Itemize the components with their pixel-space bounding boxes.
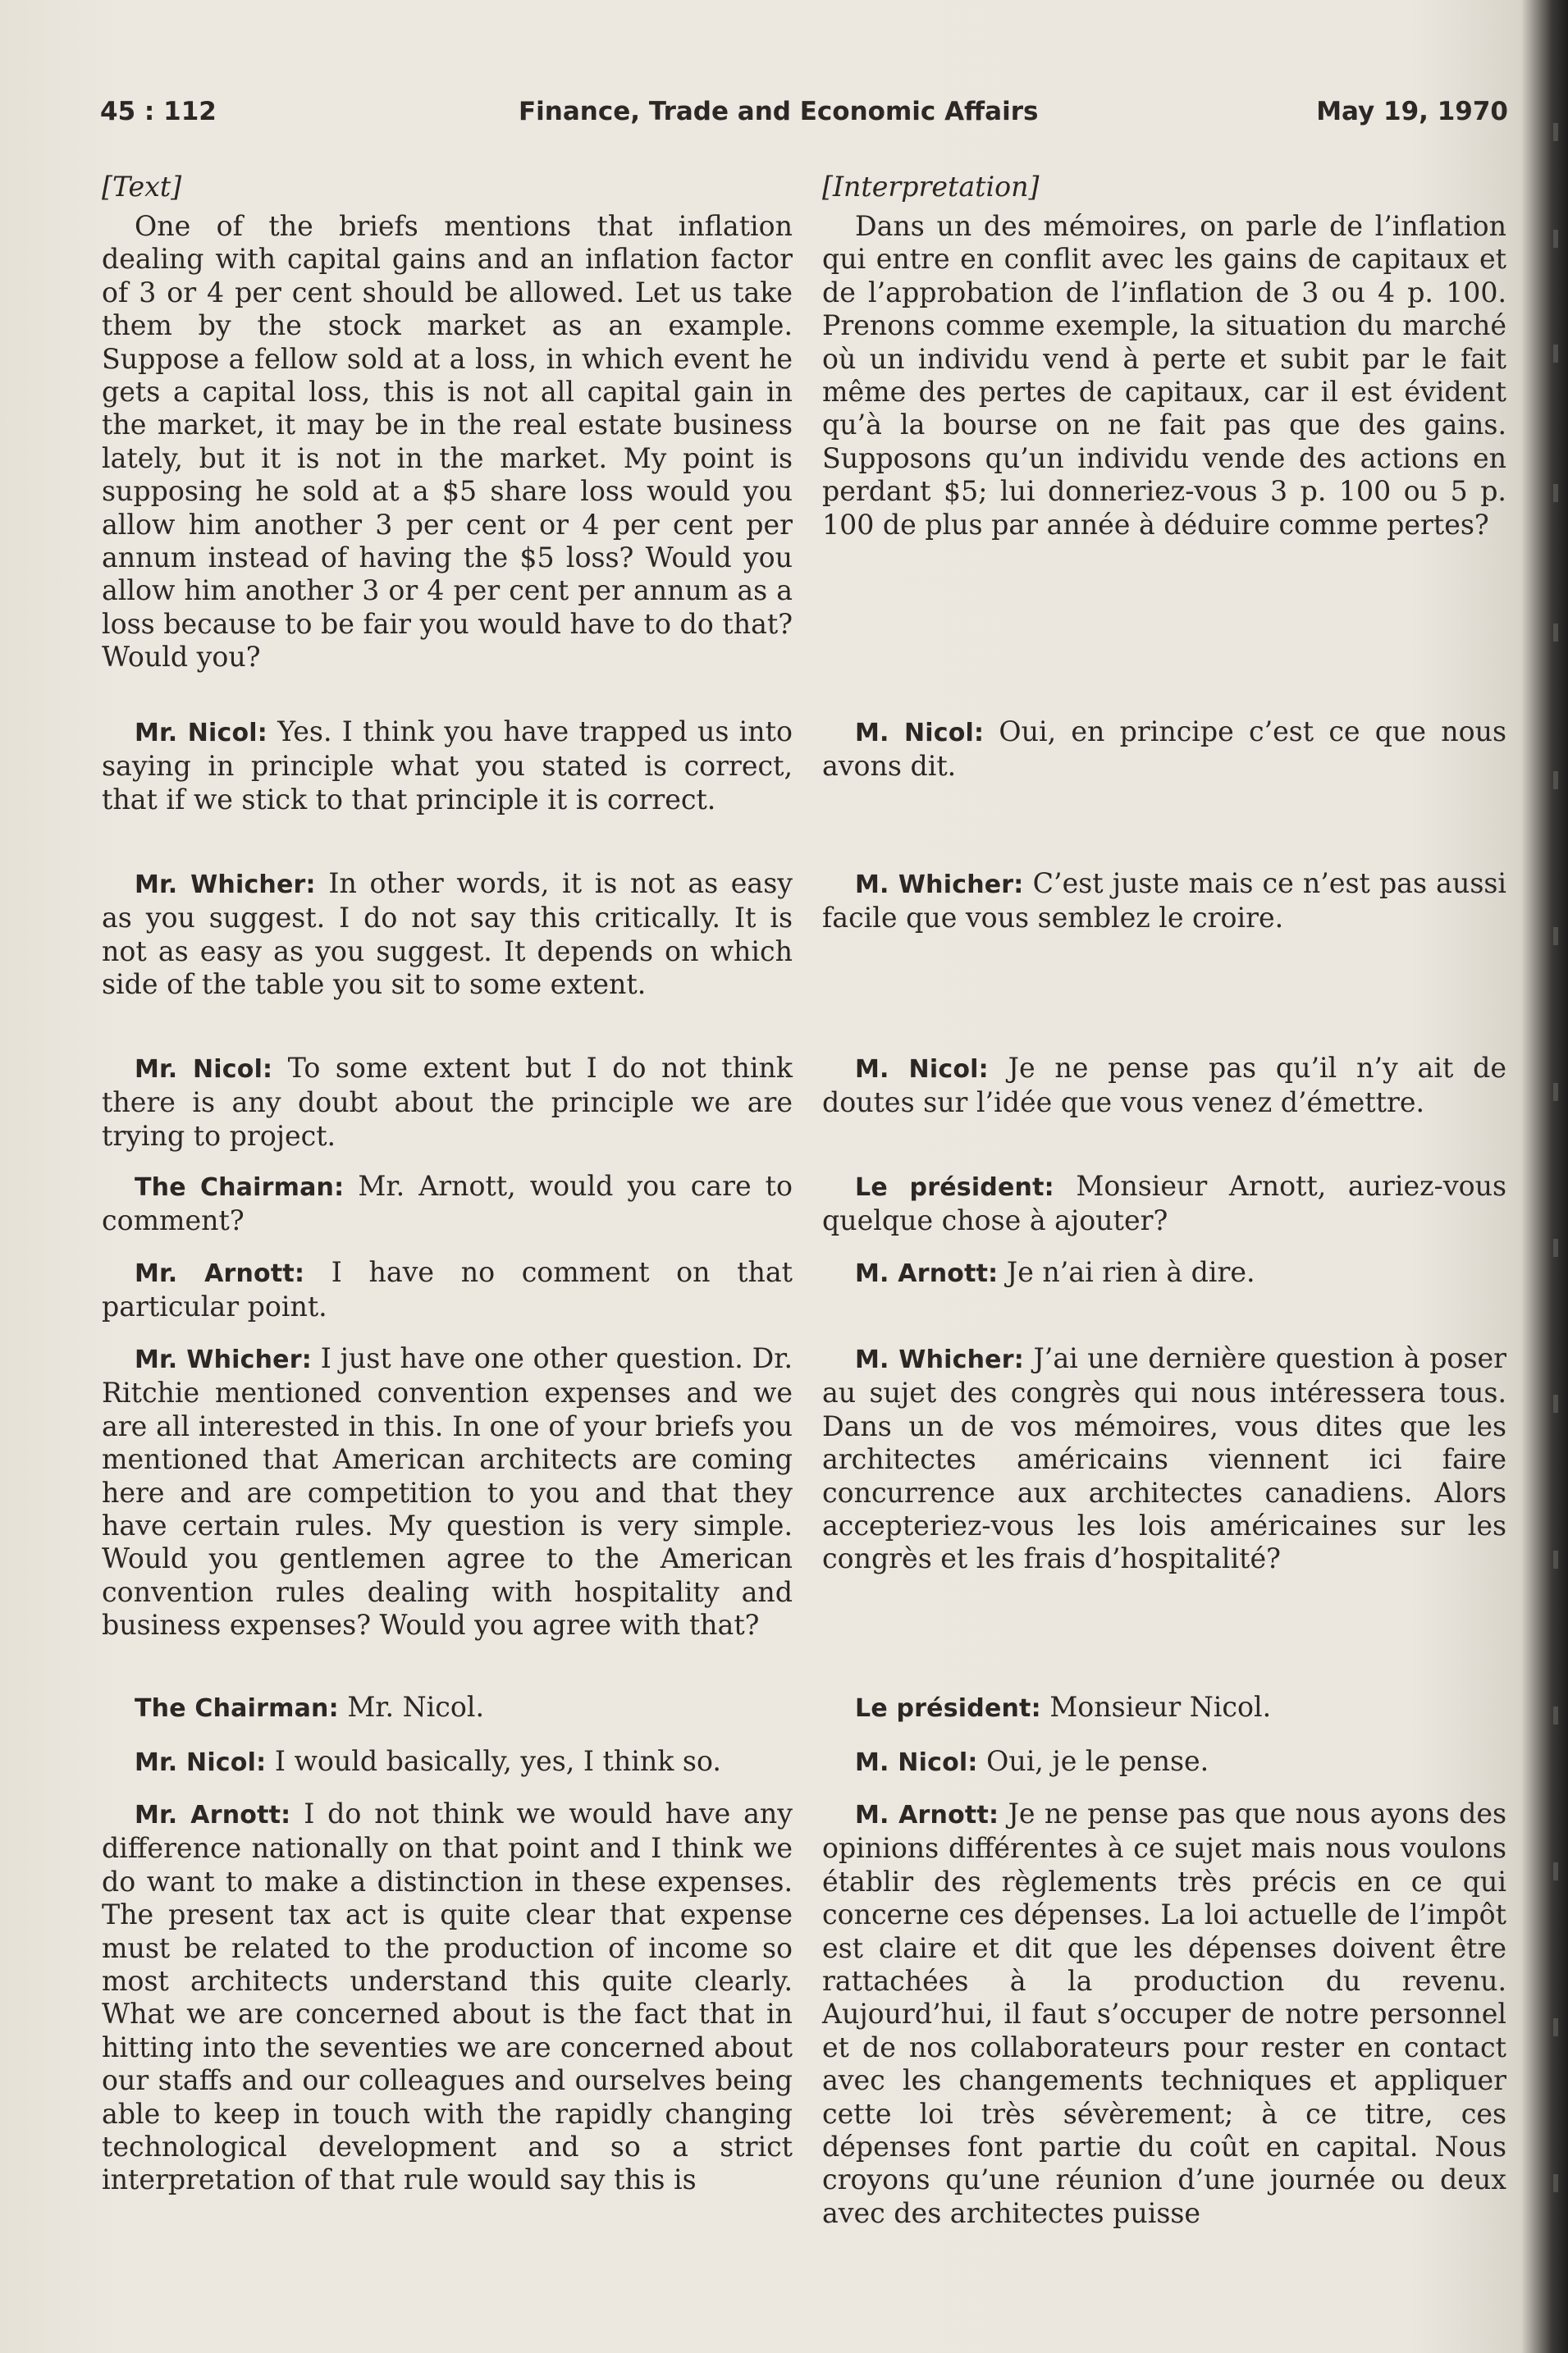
paragraph-nicol-3-fr (822, 1745, 1506, 1798)
paragraph-text: Dans un des mémoires, on parle de l’inflation qui entre en conflit avec les gains de capitaux et de l’approbation de l’inflation de 3 ou 4 p. 100. Prenons comme exemple, la situation du marché où un individu vend à perte et subit par le fait même des pertes de capitaux, car il est évident qu’à la bourse on ne fait pas que des gains. Supposons qu’un individu vende des actions en perdant $5; lui donneriez-vous 3 p. 100 ou 5 p. 100 de plus par année à déduire comme pertes? (822, 210, 1506, 541)
speaker-name: M. Nicol: (855, 719, 985, 747)
paragraph-text: I would basically, yes, I think so. (266, 1745, 721, 1777)
french-column (822, 171, 1506, 2230)
speaker-name: M. Arnott: (855, 1801, 999, 1830)
paragraph-text: J’ai une dernière question à poser au sujet des congrès qui nous intéressera tous. Dans un de vos mémoires, vous dites que les architectes américains viennent ici faire concurrence aux architectes canadiens. Alors accepteriez-vous les lois américaines sur les congrès et les frais d’hospitalité? (822, 1342, 1507, 1575)
page-number: 45 : 112 (100, 97, 217, 126)
speaker-name: M. Nicol: (855, 1748, 978, 1777)
paragraph-text: Mr. Nicol. (338, 1691, 485, 1723)
paragraph-text: To some extent but I do not think there is any doubt about the principle we are trying to project. (102, 1052, 793, 1152)
paragraph-arnott-2-fr (822, 1798, 1506, 2230)
paragraph-text: Je ne pense pas que nous ayons des opinions différentes à ce sujet mais nous voulons établir des règlements très précis en ce qui concerne ces dépenses. La loi actuelle de l’impôt est claire et dit que les dépenses doivent être rattachées à la production du revenu. Aujourd’hui, il faut s’occuper de notre personnel et de nos collaborateurs pour rester en contact avec les changements techniques et appliquer cette loi très sévèrement; à ce titre, ces dépenses font partie du coût en capital. Nous croyons qu’une réunion d’une journée ou deux avec des architectes puisse (822, 1798, 1507, 2229)
paragraph-arnott-1-fr (822, 1256, 1506, 1342)
paragraph-arnott-1 (102, 1256, 793, 1342)
paragraph-text: In other words, it is not as easy as you suggest. I do not say this critically. It is not as easy as you suggest. It depends on which side of the table you sit to some extent. (102, 867, 793, 1001)
paragraph-text: Monsieur Nicol. (1040, 1691, 1272, 1723)
paragraph-text: I have no comment on that particular point. (102, 1256, 793, 1323)
paragraph-chairman-1 (102, 1170, 793, 1256)
paragraph-chairman-1-fr (822, 1170, 1506, 1256)
paragraph-text: Monsieur Arnott, auriez-vous quelque chose à ajouter? (822, 1170, 1506, 1237)
speaker-name: M. Arnott: (855, 1259, 999, 1288)
paragraph-text: C’est juste mais ce n’est pas aussi facile que vous semblez le croire. (822, 867, 1507, 934)
running-header (100, 97, 1508, 138)
binding-edge (1545, 98, 1565, 2314)
paragraph-nicol-2-fr (822, 1052, 1506, 1170)
speaker-name: Mr. Nicol: (135, 1748, 267, 1777)
paragraph-text: I just have one other question. Dr. Ritchie mentioned convention expenses and we are all interested in this. In one of your briefs you mentioned that American architects are coming here and are competition to you and that they have certain rules. My question is very simple. Would you gentlemen agree to the American convention rules dealing with hospitality and business expenses? Would you agree with that? (102, 1342, 793, 1642)
paragraph-text: Yes. I think you have trapped us into saying in principle what you stated is correct, that if we stick to that principle it is correct. (102, 715, 793, 816)
paragraph-nicol-1-fr (822, 715, 1506, 867)
paragraph-text: Mr. Arnott, would you care to comment? (102, 1170, 793, 1237)
paragraph-nicol-2 (102, 1052, 793, 1170)
paragraph-chairman-2 (102, 1691, 793, 1745)
speaker-name: M. Whicher: (855, 870, 1024, 899)
speaker-name: Mr. Whicher: (135, 1346, 312, 1374)
speaker-name: The Chairman: (135, 1694, 339, 1723)
paragraph-whicher-2-fr (822, 1342, 1506, 1691)
paragraph-text: Oui, en principe c’est ce que nous avons dit. (822, 715, 1506, 783)
speaker-name: The Chairman: (135, 1173, 345, 1202)
paragraph-question-inflation-fr (822, 210, 1506, 715)
paragraph-nicol-3 (102, 1745, 793, 1798)
speaker-name: M. Whicher: (855, 1346, 1024, 1374)
speaker-name: Mr. Nicol: (135, 719, 267, 747)
english-column (102, 171, 793, 2197)
paragraph-text: One of the briefs mentions that inflation dealing with capital gains and an inflation factor of 3 or 4 per cent should be allowed. Let us take them by the stock market as an example. Suppose a fellow sold at a loss, in which event he gets a capital loss, this is not all capital gain in the market, it may be in the real estate business lately, but it is not in the market. My point is supposing he sold at a $5 share loss would you allow him another 3 per cent or 4 per cent per annum instead of having the $5 loss? Would you allow him another 3 or 4 per cent per annum as a loss because to be fair you would have to do that? Would you? (102, 210, 793, 674)
paragraph-question-inflation (102, 210, 793, 715)
paragraph-whicher-2 (102, 1342, 793, 1691)
header-date: May 19, 1970 (1316, 97, 1508, 126)
paragraph-nicol-1 (102, 715, 793, 867)
speaker-name: Le président: (855, 1173, 1054, 1202)
speaker-name: Le président: (855, 1694, 1041, 1723)
paragraph-whicher-1-fr (822, 867, 1506, 1052)
paragraph-whicher-1 (102, 867, 793, 1052)
speaker-name: Mr. Nicol: (135, 1055, 273, 1084)
paragraph-text: I do not think we would have any difference nationally on that point and I think we do want to make a distinction in these expenses. The present tax act is quite clear that expense must be related to the production of income so most architects understand this quite clearly. What we are concerned about is the fact that in hitting into the seventies we are concerned about our staffs and our colleagues and ourselves being able to keep in touch with the rapidly changing technological development and so a strict interpretation of that rule would say this is (102, 1798, 793, 2196)
text-label: [Text] (102, 171, 182, 203)
speaker-name: Mr. Arnott: (135, 1801, 291, 1830)
speaker-name: Mr. Whicher: (135, 870, 316, 899)
speaker-name: Mr. Arnott: (135, 1259, 305, 1288)
speaker-name: M. Nicol: (855, 1055, 989, 1084)
paragraph-text: Je ne pense pas qu’il n’y ait de doutes sur l’idée que vous venez d’émettre. (822, 1052, 1506, 1119)
paragraph-chairman-2-fr (822, 1691, 1506, 1745)
publication-title: Finance, Trade and Economic Affairs (519, 97, 1039, 126)
paragraph-arnott-2 (102, 1798, 793, 2197)
paragraph-text: Oui, je le pense. (977, 1745, 1209, 1777)
paragraph-text: Je n’ai rien à dire. (998, 1256, 1255, 1288)
interpretation-label: [Interpretation] (822, 171, 1040, 203)
